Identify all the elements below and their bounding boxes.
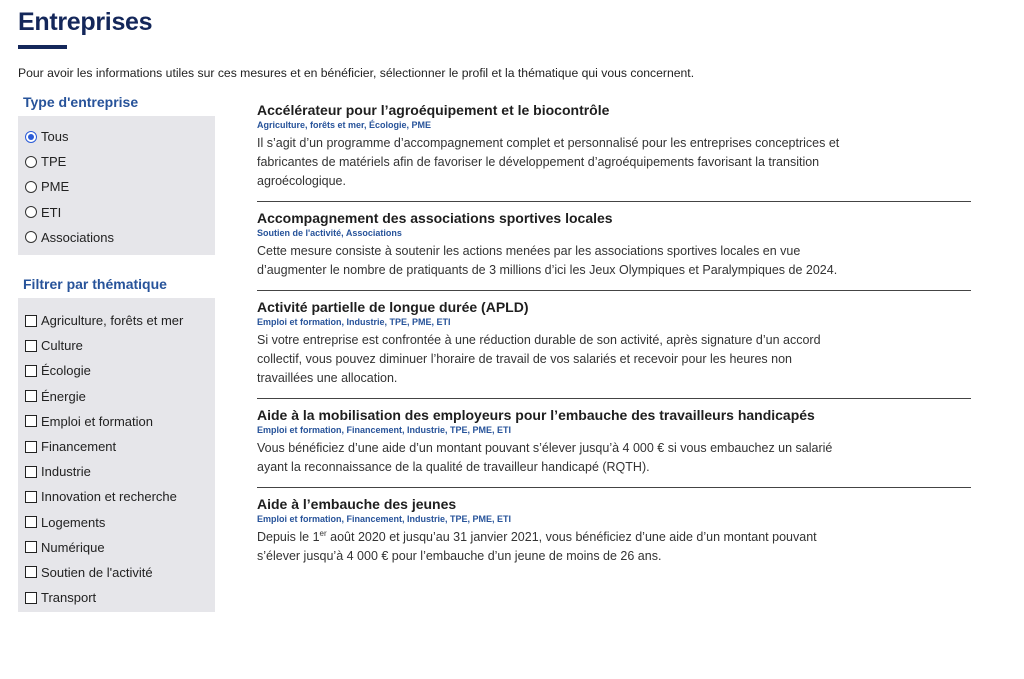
- theme-option-label: Soutien de l'activité: [41, 564, 153, 580]
- measure-title-link[interactable]: Accompagnement des associations sportives locales: [257, 210, 613, 226]
- type-option-associations[interactable]: [25, 225, 209, 250]
- type-option-label: PME: [41, 179, 70, 195]
- title-underline: [18, 45, 67, 49]
- type-option-tous[interactable]: [25, 124, 209, 149]
- description-part: août 2020 et jusqu’au 31 janvier 2021, vous bénéficiez d’une aide d’un montant pouvant s’élever jusqu’à 4 000 € pour l’embauche d’un jeune de moins de 26 ans.: [257, 530, 817, 563]
- checkbox[interactable]: [25, 390, 37, 402]
- theme-option-ecologie[interactable]: [25, 358, 209, 383]
- type-option-eti[interactable]: [25, 200, 209, 225]
- measure-title-link[interactable]: Aide à la mobilisation des employeurs pour l’embauche des travailleurs handicapés: [257, 407, 815, 423]
- type-option-tpe[interactable]: [25, 149, 209, 174]
- checkbox[interactable]: [25, 466, 37, 478]
- measures-list: [257, 95, 971, 576]
- theme-option-financement[interactable]: [25, 434, 209, 459]
- theme-option-label: Industrie: [41, 464, 91, 480]
- type-option-label: Associations: [41, 229, 114, 245]
- type-option-label: Tous: [41, 129, 69, 145]
- type-option-label: ETI: [41, 204, 62, 220]
- page-title: Entreprises: [18, 8, 153, 36]
- checkbox[interactable]: [25, 516, 37, 528]
- filter-sidebar: [18, 93, 215, 612]
- measure-description: Il s’agit d’un programme d’accompagnement complet et personnalisé pour les entreprises conceptrices et fabricantes de matériels afin de favoriser le développement d’agroéquipements favorisant la transition agroécologique.: [257, 136, 840, 188]
- radio-button[interactable]: [25, 156, 37, 168]
- measure-tags: Emploi et formation, Financement, Industrie, TPE, PME, ETI: [257, 425, 512, 435]
- measure-tags: Soutien de l'activité, Associations: [257, 228, 402, 238]
- theme-option-emploi[interactable]: [25, 409, 209, 434]
- checkbox[interactable]: [25, 441, 37, 453]
- company-type-heading: Type d'entreprise: [23, 94, 139, 110]
- radio-button[interactable]: [25, 206, 37, 218]
- checkbox[interactable]: [25, 491, 37, 503]
- checkbox[interactable]: [25, 566, 37, 578]
- theme-option-culture[interactable]: [25, 333, 209, 358]
- measure-item: [257, 209, 971, 291]
- description-part: Depuis le 1: [257, 530, 320, 544]
- measure-tags: Emploi et formation, Financement, Industrie, TPE, PME, ETI: [257, 514, 512, 524]
- theme-option-label: Écologie: [41, 363, 91, 379]
- theme-filter-panel: [18, 298, 215, 612]
- intro-text: Pour avoir les informations utiles sur ces mesures et en bénéficier, sélectionner le profil et la thématique qui vous concernent.: [18, 66, 695, 80]
- theme-option-numerique[interactable]: [25, 535, 209, 560]
- measure-description: Si votre entreprise est confrontée à une réduction durable de son activité, après signature d’un accord collectif, vous pouvez diminuer l’horaire de travail de vos salariés et recevoir pour les heures non travaillées une allocation.: [257, 333, 821, 385]
- measure-tags: Agriculture, forêts et mer, Écologie, PME: [257, 120, 432, 130]
- ordinal-superscript: er: [319, 528, 327, 538]
- theme-option-label: Innovation et recherche: [41, 489, 177, 505]
- theme-option-label: Financement: [41, 439, 117, 455]
- radio-button[interactable]: [25, 231, 37, 243]
- theme-option-energie[interactable]: [25, 384, 209, 409]
- theme-option-label: Culture: [41, 338, 83, 354]
- measure-item: [257, 495, 971, 576]
- theme-option-transport[interactable]: [25, 585, 209, 610]
- theme-option-logements[interactable]: [25, 510, 209, 535]
- type-option-pme[interactable]: [25, 174, 209, 199]
- radio-button[interactable]: [25, 131, 37, 143]
- theme-option-label: Énergie: [41, 388, 86, 404]
- company-type-panel: [18, 116, 215, 255]
- radio-button[interactable]: [25, 181, 37, 193]
- measure-description: Vous bénéficiez d’une aide d’un montant pouvant s’élever jusqu’à 4 000 € si vous embauchez un salarié ayant la reconnaissance de la qualité de travailleur handicapé (RQTH).: [257, 441, 833, 474]
- measure-description: [257, 528, 847, 576]
- theme-option-label: Emploi et formation: [41, 413, 153, 429]
- checkbox[interactable]: [25, 592, 37, 604]
- measure-title-link[interactable]: Aide à l’embauche des jeunes: [257, 496, 457, 512]
- measure-item: [257, 298, 971, 399]
- checkbox[interactable]: [25, 340, 37, 352]
- checkbox[interactable]: [25, 315, 37, 327]
- theme-option-label: Logements: [41, 514, 106, 530]
- type-option-label: TPE: [41, 154, 67, 170]
- checkbox[interactable]: [25, 365, 37, 377]
- theme-option-agriculture[interactable]: [25, 308, 209, 333]
- measure-item: [257, 101, 971, 202]
- measure-title-link[interactable]: Accélérateur pour l’agroéquipement et le biocontrôle: [257, 102, 610, 118]
- theme-option-soutien[interactable]: [25, 560, 209, 585]
- theme-filter-heading: Filtrer par thématique: [23, 276, 167, 292]
- measure-description: Cette mesure consiste à soutenir les actions menées par les associations sportives locales en vue d’augmenter le nombre de pratiquants de 3 millions d’ici les Jeux Olympiques et Paralympiques de 2024.: [257, 244, 838, 277]
- theme-option-industrie[interactable]: [25, 459, 209, 484]
- measure-tags: Emploi et formation, Industrie, TPE, PME, ETI: [257, 317, 451, 327]
- measure-title-link[interactable]: Activité partielle de longue durée (APLD): [257, 299, 529, 315]
- theme-option-label: Agriculture, forêts et mer: [41, 313, 184, 329]
- theme-option-label: Numérique: [41, 539, 105, 555]
- checkbox[interactable]: [25, 415, 37, 427]
- theme-option-label: Transport: [41, 590, 97, 606]
- checkbox[interactable]: [25, 541, 37, 553]
- measure-item: [257, 406, 971, 488]
- theme-option-innovation[interactable]: [25, 484, 209, 509]
